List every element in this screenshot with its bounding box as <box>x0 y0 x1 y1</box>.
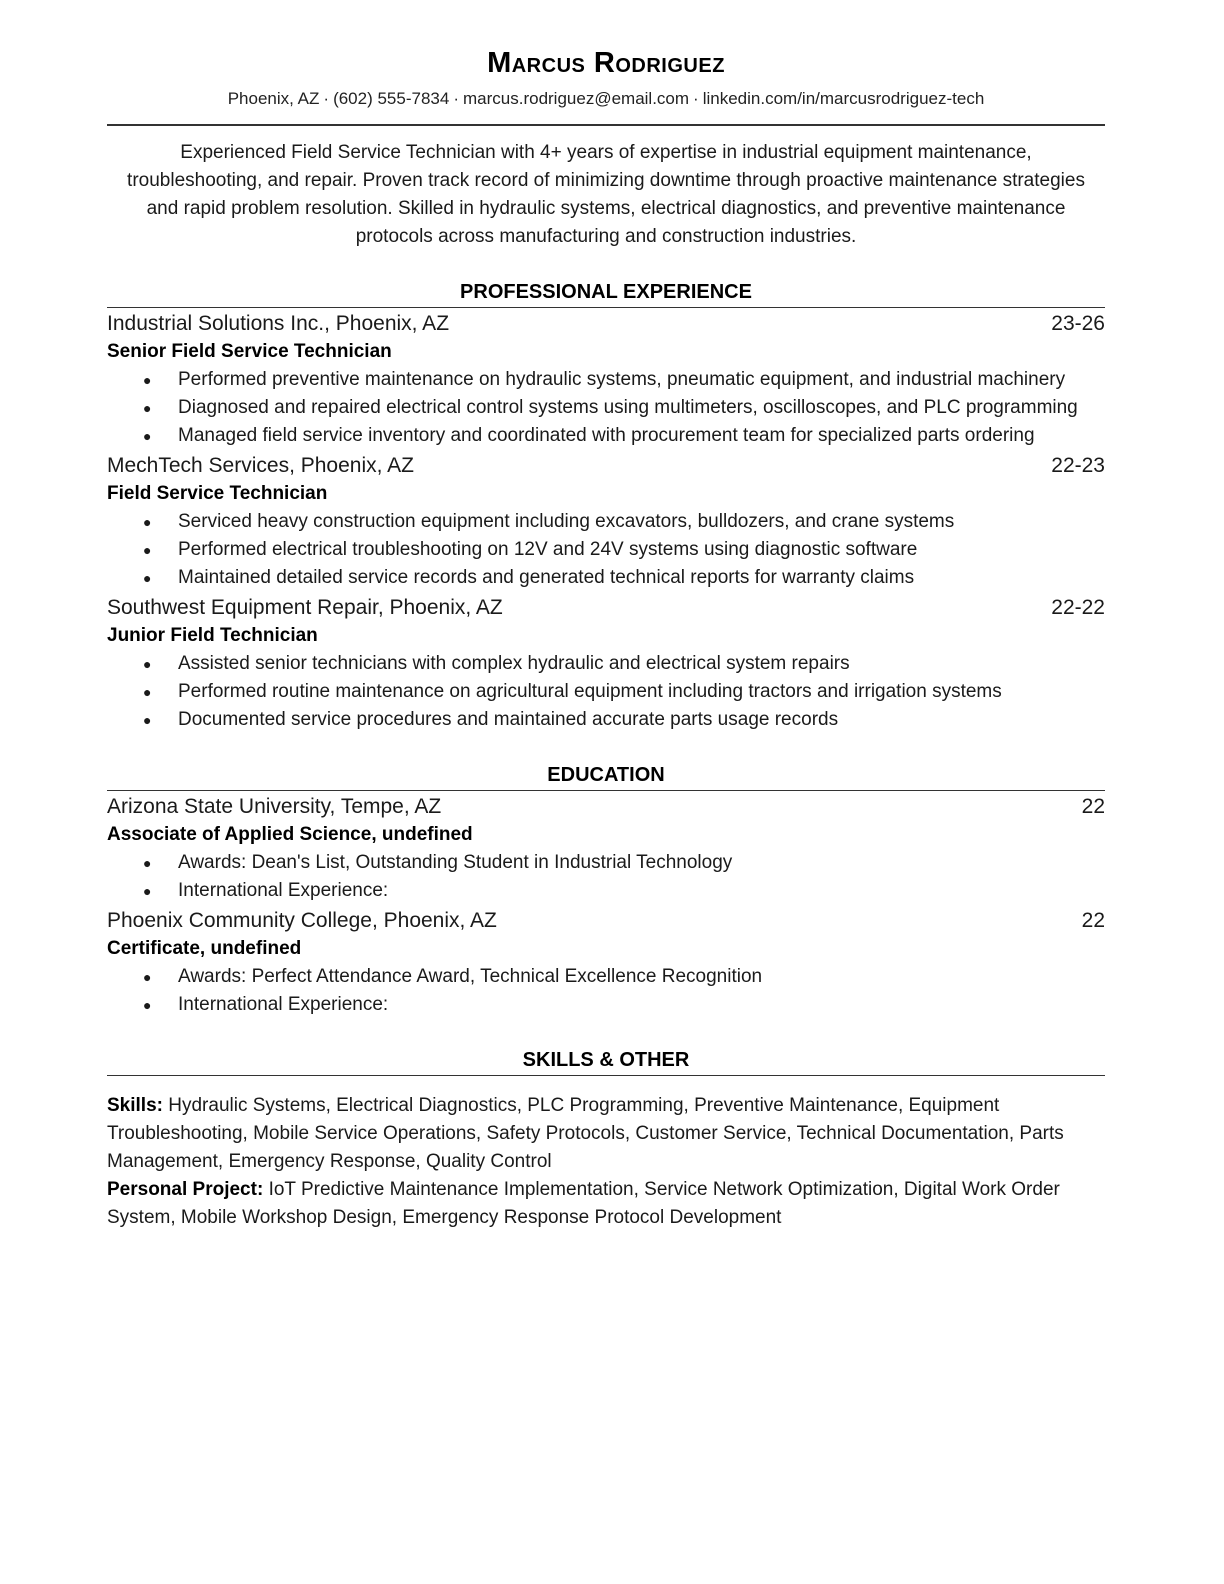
entry-role: Field Service Technician <box>107 483 328 504</box>
bullet-list <box>107 366 1105 450</box>
bullet-text: Performed preventive maintenance on hydraulic systems, pneumatic equipment, and industrial machinery <box>178 369 1066 390</box>
skills-line <box>107 1092 1105 1176</box>
bullet-text: Serviced heavy construction equipment including excavators, bulldozers, and crane systems <box>178 511 955 532</box>
bullet-list <box>107 508 1105 592</box>
experience-entry <box>107 452 1105 592</box>
list-item <box>107 849 1105 877</box>
bullet-text: Diagnosed and repaired electrical control systems using multimeters, oscilloscopes, and PLC programming <box>178 397 1078 418</box>
bullet-icon: ● <box>143 570 152 586</box>
entry-organization: MechTech Services, Phoenix, AZ <box>107 454 414 477</box>
section-divider <box>107 1075 1105 1076</box>
contact-line <box>107 88 1105 110</box>
header-divider <box>107 124 1105 126</box>
bullet-icon: ● <box>143 997 152 1013</box>
contact-phone: (602) 555-7834 <box>333 89 450 108</box>
list-item <box>107 366 1105 394</box>
bullet-icon: ● <box>143 684 152 700</box>
bullet-icon: ● <box>143 428 152 444</box>
skills-block <box>107 1092 1105 1232</box>
contact-location: Phoenix, AZ <box>227 89 320 108</box>
entry-organization: Arizona State University, Tempe, AZ <box>107 795 442 818</box>
entry-dates: 22 <box>1081 795 1105 818</box>
bullet-icon: ● <box>143 372 152 388</box>
bullet-text: Performed electrical troubleshooting on 12V and 24V systems using diagnostic software <box>178 539 918 560</box>
entry-degree: Associate of Applied Science, undefined <box>107 824 473 845</box>
resume-page <box>107 40 1105 1232</box>
entry-dates: 22-22 <box>1051 596 1105 619</box>
entry-dates: 22 <box>1081 909 1105 932</box>
section-divider <box>107 790 1105 791</box>
experience-entry <box>107 310 1105 450</box>
bullet-text: International Experience: <box>178 880 389 901</box>
section-title-experience: PROFESSIONAL EXPERIENCE <box>460 281 752 303</box>
bullet-icon: ● <box>143 712 152 728</box>
bullet-list <box>107 963 1105 1019</box>
list-item <box>107 564 1105 592</box>
entry-organization: Southwest Equipment Repair, Phoenix, AZ <box>107 596 503 619</box>
bullet-text: Managed field service inventory and coordinated with procurement team for specialized parts ordering <box>178 425 1035 446</box>
bullet-list <box>107 849 1105 905</box>
skills-label: Skills: <box>107 1095 163 1116</box>
list-item <box>107 706 1105 734</box>
section-divider <box>107 307 1105 308</box>
bullet-text: Documented service procedures and maintained accurate parts usage records <box>178 709 839 730</box>
contact-separator: · <box>453 89 459 108</box>
bullet-icon: ● <box>143 656 152 672</box>
bullet-icon: ● <box>143 883 152 899</box>
education-entry <box>107 907 1105 1019</box>
entry-role: Senior Field Service Technician <box>107 341 392 362</box>
bullet-icon: ● <box>143 514 152 530</box>
bullet-icon: ● <box>143 542 152 558</box>
bullet-text: Awards: Perfect Attendance Award, Technical Excellence Recognition <box>178 966 763 987</box>
contact-email[interactable]: marcus.rodriguez@email.com <box>463 89 690 108</box>
entry-dates: 23-26 <box>1051 312 1105 335</box>
bullet-list <box>107 650 1105 734</box>
entry-organization: Industrial Solutions Inc., Phoenix, AZ <box>107 312 450 335</box>
professional-summary: Experienced Field Service Technician with 4+ years of expertise in industrial equipment maintenance, troubleshooting, and repair. Proven track record of minimizing downtime through proactive maintenance strategies and rapid problem resolution. Skilled in hydraulic systems, electrical diagnostics, and preventive maintenance protocols across manufacturing and construction industries. <box>127 142 1085 247</box>
contact-separator: · <box>323 89 330 108</box>
bullet-icon: ● <box>143 400 152 416</box>
bullet-text: International Experience: <box>178 994 389 1015</box>
personal-project-label: Personal Project: <box>107 1179 264 1200</box>
section-title-skills: SKILLS & OTHER <box>522 1049 690 1071</box>
bullet-icon: ● <box>143 969 152 985</box>
entry-role: Junior Field Technician <box>107 625 318 646</box>
bullet-text: Awards: Dean's List, Outstanding Student in Industrial Technology <box>178 852 733 873</box>
bullet-icon: ● <box>143 855 152 871</box>
list-item <box>107 991 1105 1019</box>
list-item <box>107 678 1105 706</box>
bullet-text: Performed routine maintenance on agricultural equipment including tractors and irrigation systems <box>178 681 1002 702</box>
personal-project-line <box>107 1176 1105 1232</box>
education-entry <box>107 793 1105 905</box>
entry-organization: Phoenix Community College, Phoenix, AZ <box>107 909 497 932</box>
bullet-text: Maintained detailed service records and generated technical reports for warranty claims <box>178 567 915 588</box>
experience-entry <box>107 594 1105 734</box>
list-item <box>107 508 1105 536</box>
bullet-text: Assisted senior technicians with complex hydraulic and electrical system repairs <box>178 653 850 674</box>
contact-separator: · <box>693 89 699 108</box>
contact-linkedin[interactable]: linkedin.com/in/marcusrodriguez-tech <box>702 89 985 108</box>
list-item <box>107 422 1105 450</box>
entry-degree: Certificate, undefined <box>107 938 302 959</box>
list-item <box>107 877 1105 905</box>
skills-text: Hydraulic Systems, Electrical Diagnostics, PLC Programming, Preventive Maintenance, Equipment Troubleshooting, Mobile Service Operations, Safety Protocols, Customer Service, Technical Documentation, Parts Management, Emergency Response, Quality Control <box>107 1095 1064 1172</box>
list-item <box>107 650 1105 678</box>
list-item <box>107 536 1105 564</box>
candidate-name: Marcus Rodriguez <box>487 47 725 79</box>
list-item <box>107 394 1105 422</box>
list-item <box>107 963 1105 991</box>
personal-project-text: IoT Predictive Maintenance Implementation, Service Network Optimization, Digital Work Order System, Mobile Workshop Design, Emergency Response Protocol Development <box>107 1179 1060 1228</box>
section-title-education: EDUCATION <box>547 764 665 786</box>
entry-dates: 22-23 <box>1051 454 1105 477</box>
